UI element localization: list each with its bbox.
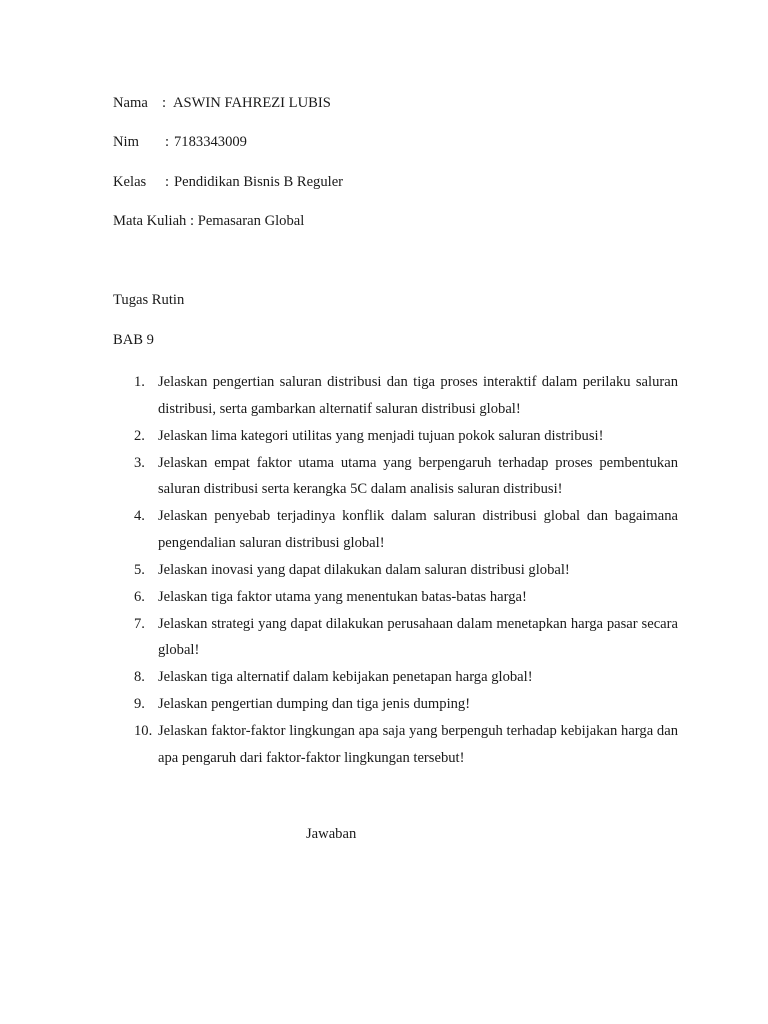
tugas-heading: Tugas Rutin [113,292,185,308]
question-item [113,691,678,718]
kelas-value: Pendidikan Bisnis B Reguler [174,174,344,190]
question-number: 4. [134,508,145,524]
nama-value: ASWIN FAHREZI LUBIS [173,95,331,111]
nim-label: Nim [113,134,139,150]
nama-separator: : [162,95,167,111]
question-number: 1. [134,374,145,390]
question-text: Jelaskan inovasi yang dapat dilakukan dalam saluran distribusi global! [158,561,570,578]
question-text: Jelaskan pengertian saluran distribusi dan tiga proses interaktif dalam perilaku saluran distribusi, serta gambarkan alternatif saluran distribusi global! [158,374,678,417]
question-text: Jelaskan empat faktor utama utama yang berpengaruh terhadap proses pembentukan saluran distribusi serta kerangka 5C dalam analisis saluran distribusi! [158,454,678,497]
question-number: 9. [134,696,145,712]
question-item [113,450,678,503]
question-number: 5. [134,561,145,578]
question-item [113,584,678,611]
nim-value: 7183343009 [174,134,247,150]
kelas-label: Kelas [113,174,147,190]
question-item [113,611,678,664]
kelas-separator: : [165,174,170,190]
question-text: Jelaskan pengertian dumping dan tiga jenis dumping! [158,696,471,712]
question-item [113,718,678,771]
jawaban-heading: Jawaban [306,826,357,842]
question-item [113,557,678,584]
question-number: 6. [134,588,145,605]
nim-separator: : [165,134,170,150]
question-text: Jelaskan tiga alternatif dalam kebijakan penetapan harga global! [158,669,533,685]
question-text: Jelaskan lima kategori utilitas yang menjadi tujuan pokok saluran distribusi! [158,427,604,444]
question-text: Jelaskan penyebab terjadinya konflik dalam saluran distribusi global dan bagaimana pengendalian saluran distribusi global! [158,508,678,551]
question-list [113,369,678,772]
question-text: Jelaskan tiga faktor utama yang menentukan batas-batas harga! [158,588,527,605]
info-row-mata-kuliah [113,211,304,231]
question-item [113,423,678,450]
nama-label: Nama [113,95,148,111]
question-number: 8. [134,669,145,685]
question-number: 3. [134,454,145,471]
mata-kuliah-text: Mata Kuliah : Pemasaran Global [113,213,305,229]
question-number: 10. [134,723,153,739]
question-number: 7. [134,615,145,632]
question-item [113,369,678,422]
bab-heading: BAB 9 [113,332,154,348]
question-item [113,503,678,556]
question-text: Jelaskan faktor-faktor lingkungan apa saja yang berpenguh terhadap kebijakan harga dan apa pengaruh dari faktor-faktor lingkungan tersebut! [158,723,678,766]
question-number: 2. [134,427,145,444]
question-item [113,664,678,691]
question-text: Jelaskan strategi yang dapat dilakukan perusahaan dalam menetapkan harga pasar secara global! [158,615,678,658]
